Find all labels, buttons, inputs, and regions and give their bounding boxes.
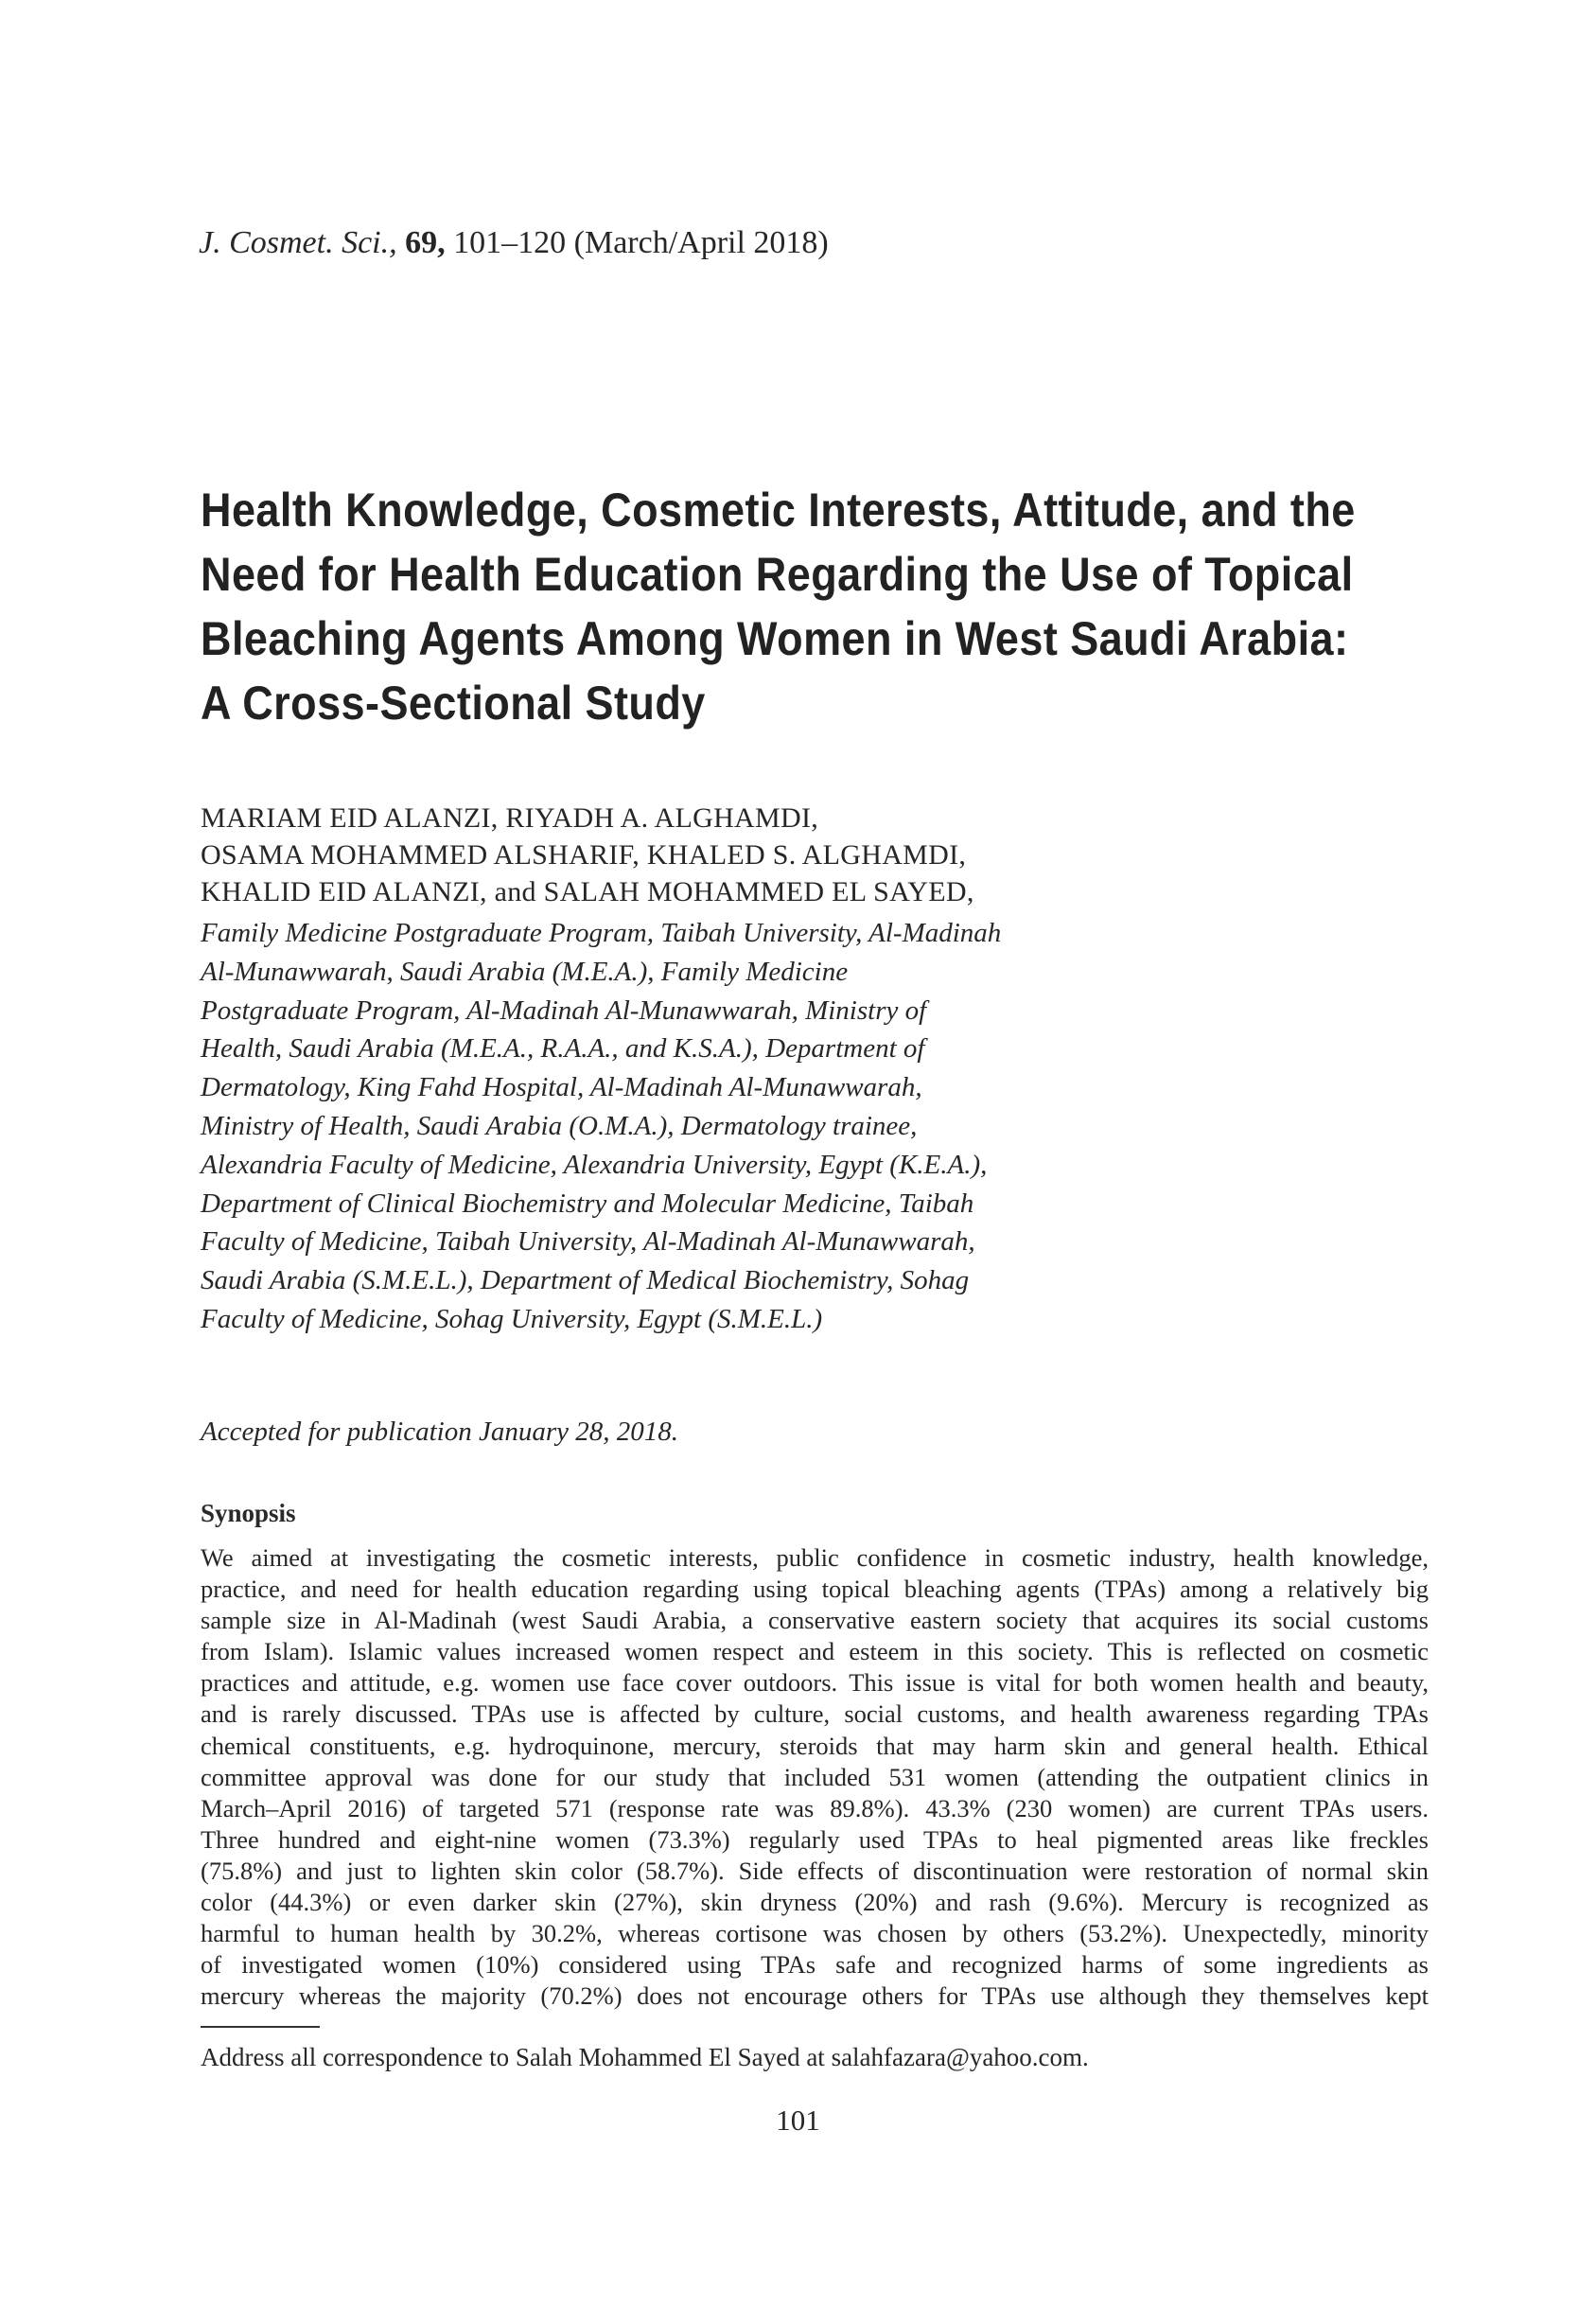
correspondence-footnote: Address all correspondence to Salah Mohammed El Sayed at salahfazara@yahoo.com. bbox=[201, 2043, 1089, 2071]
affiliation-line: Alexandria Faculty of Medicine, Alexandria University, Egypt (K.E.A.), bbox=[201, 1149, 988, 1180]
synopsis-line: color (44.3%) or even darker skin (27%), skin dryness (20%) and rash (9.6%). Mercury is recognized as bbox=[201, 1888, 1429, 1917]
author-line: MARIAM EID ALANZI, RIYADH A. ALGHAMDI, bbox=[201, 802, 819, 834]
title-line: Health Knowledge, Cosmetic Interests, Attitude, and the bbox=[201, 484, 1356, 537]
affiliation-line: Dermatology, King Fahd Hospital, Al-Madinah Al-Munawwarah, bbox=[201, 1072, 922, 1103]
journal-name: J. Cosmet. Sci., bbox=[199, 225, 397, 260]
affiliation-line: Faculty of Medicine, Taibah University, Al-Madinah Al-Munawwarah, bbox=[201, 1226, 975, 1258]
synopsis-line: practice, and need for health education regarding using topical bleaching agents (TPAs) among a relatively big bbox=[201, 1575, 1429, 1604]
synopsis-line: mercury whereas the majority (70.2%) does not encourage others for TPAs use although they themselves kept bbox=[201, 1981, 1429, 2011]
synopsis-line: sample size in Al-Madinah (west Saudi Arabia, a conservative eastern society that acquires its social customs bbox=[201, 1606, 1429, 1635]
footnote-rule bbox=[201, 2026, 320, 2028]
journal-pages-date: 101–120 (March/April 2018) bbox=[453, 225, 829, 260]
synopsis-line: We aimed at investigating the cosmetic interests, public confidence in cosmetic industry, health knowledge, bbox=[201, 1543, 1429, 1572]
title-line: A Cross-Sectional Study bbox=[201, 677, 706, 730]
accepted-date: Accepted for publication January 28, 2018. bbox=[201, 1417, 678, 1447]
title-line: Bleaching Agents Among Women in West Saudi Arabia: bbox=[201, 612, 1349, 665]
synopsis-line: committee approval was done for our study that included 531 women (attending the outpatient clinics in bbox=[201, 1762, 1429, 1791]
synopsis-line: practices and attitude, e.g. women use face cover outdoors. This issue is vital for both women health and beauty, bbox=[201, 1668, 1429, 1698]
affiliation-line: Department of Clinical Biochemistry and Molecular Medicine, Taibah bbox=[201, 1188, 974, 1219]
affiliation-line: Al-Munawwarah, Saudi Arabia (M.E.A.), Family Medicine bbox=[201, 956, 849, 987]
synopsis-line: of investigated women (10%) considered using TPAs safe and recognized harms of some ingredients as bbox=[201, 1950, 1429, 1980]
affiliation-line: Faculty of Medicine, Sohag University, Egypt (S.M.E.L.) bbox=[201, 1303, 823, 1334]
title-line: Need for Health Education Regarding the Use of Topical bbox=[201, 548, 1354, 601]
page-number: 101 bbox=[776, 2104, 820, 2137]
journal-volume: 69, bbox=[405, 225, 446, 260]
synopsis-line: harmful to human health by 30.2%, whereas cortisone was chosen by others (53.2%). Unexpectedly, minority bbox=[201, 1919, 1429, 1948]
synopsis-line: (75.8%) and just to lighten skin color (58.7%). Side effects of discontinuation were restoration of normal skin bbox=[201, 1856, 1429, 1885]
affiliations bbox=[201, 914, 1001, 1339]
synopsis-line: from Islam). Islamic values increased women respect and esteem in this society. This is reflected on cosmetic bbox=[201, 1637, 1429, 1666]
affiliation-line: Saudi Arabia (S.M.E.L.), Department of Medical Biochemistry, Sohag bbox=[201, 1265, 970, 1296]
article-title bbox=[201, 478, 1356, 735]
synopsis-heading: Synopsis bbox=[201, 1499, 296, 1527]
author-list bbox=[201, 800, 974, 910]
journal-citation bbox=[199, 225, 829, 261]
affiliation-line: Postgraduate Program, Al-Madinah Al-Munawwarah, Ministry of bbox=[201, 995, 927, 1026]
affiliation-line: Ministry of Health, Saudi Arabia (O.M.A.), Dermatology trainee, bbox=[201, 1110, 918, 1141]
synopsis-line: and is rarely discussed. TPAs use is affected by culture, social customs, and health awareness regarding TPAs bbox=[201, 1699, 1429, 1729]
synopsis-line: Three hundred and eight-nine women (73.3%) regularly used TPAs to heal pigmented areas like freckles bbox=[201, 1824, 1429, 1854]
affiliation-line: Family Medicine Postgraduate Program, Taibah University, Al-Madinah bbox=[201, 918, 1002, 948]
affiliation-line: Health, Saudi Arabia (M.E.A., R.A.A., and K.S.A.), Department of bbox=[201, 1033, 925, 1065]
synopsis-line: chemical constituents, e.g. hydroquinone, mercury, steroids that may harm skin and general health. Ethical bbox=[201, 1731, 1429, 1760]
synopsis-line: March–April 2016) of targeted 571 (response rate was 89.8%). 43.3% (230 women) are current TPAs users. bbox=[201, 1793, 1429, 1822]
author-line: KHALID EID ALANZI, and SALAH MOHAMMED EL SAYED, bbox=[201, 876, 974, 907]
author-line: OSAMA MOHAMMED ALSHARIF, KHALED S. ALGHAMDI, bbox=[201, 839, 967, 871]
synopsis-body bbox=[201, 1542, 1429, 2012]
